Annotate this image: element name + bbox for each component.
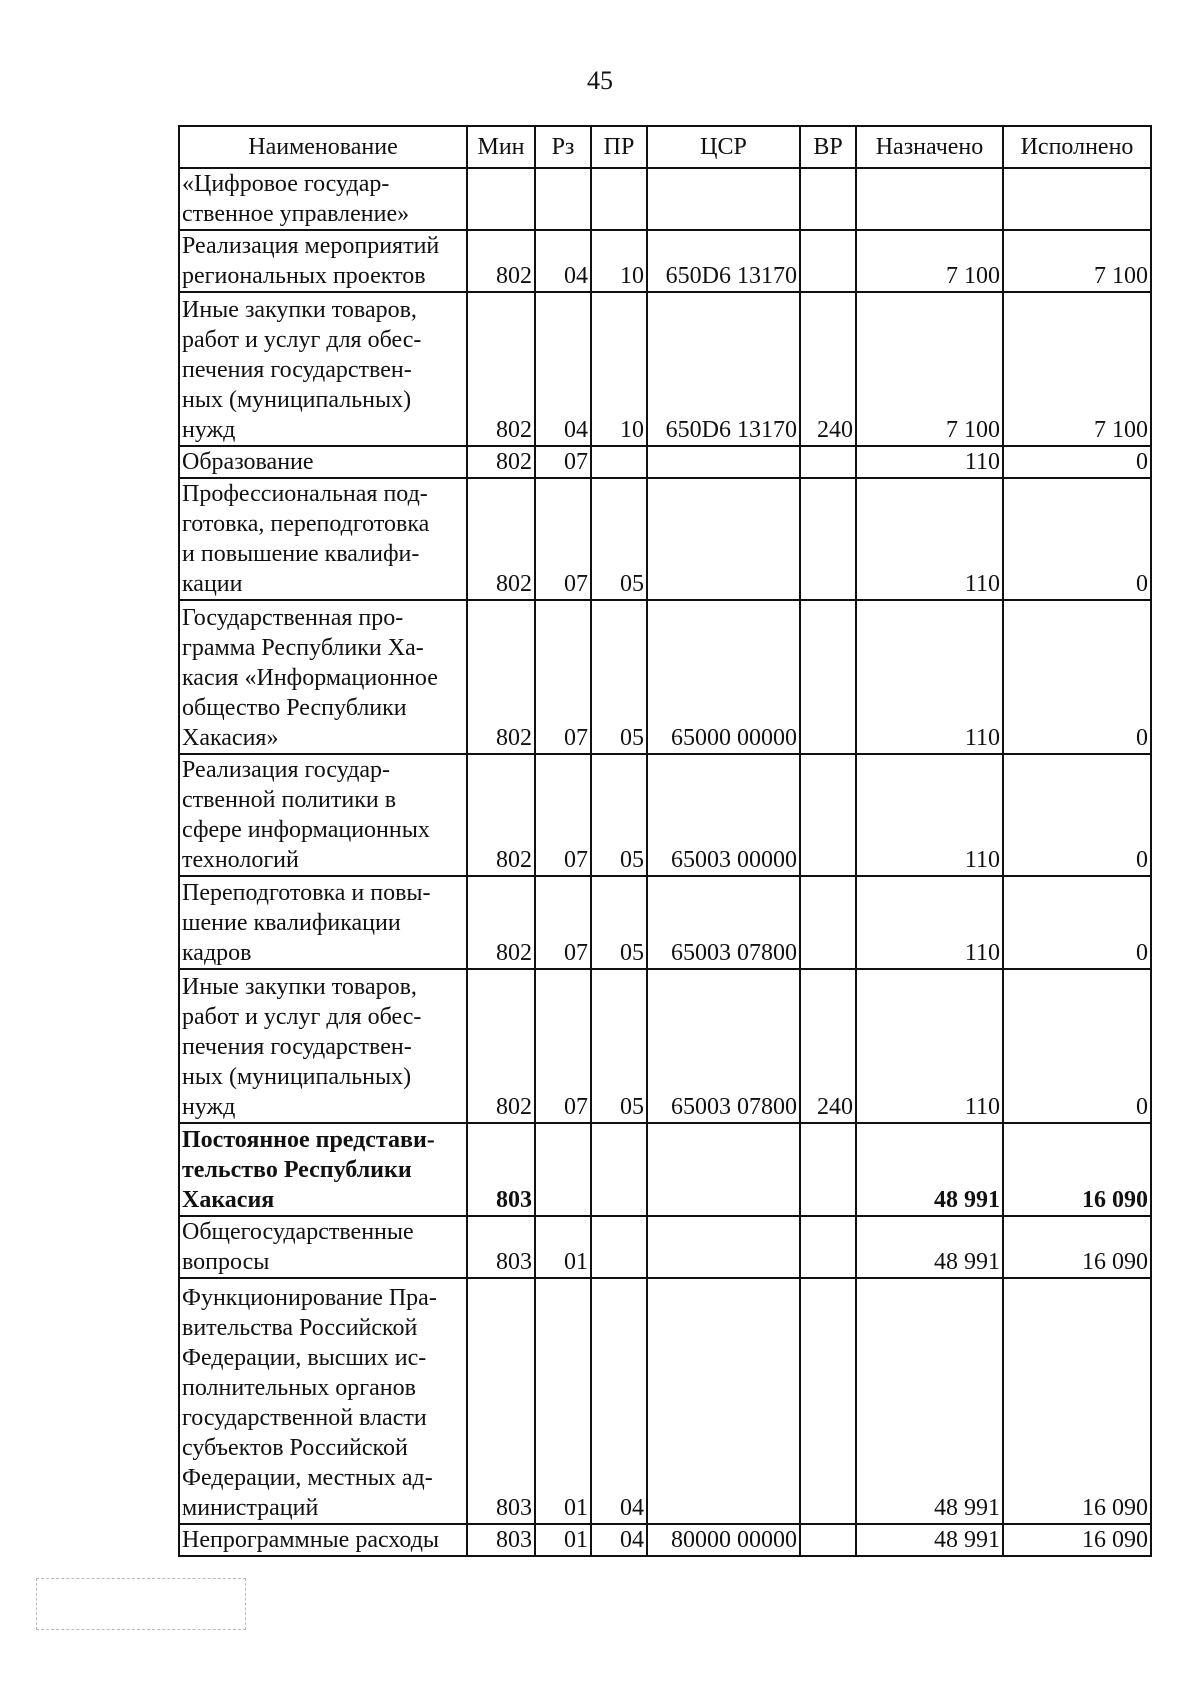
- cell-vr: [800, 1278, 856, 1524]
- cell-csr: 650D6 13170: [647, 230, 800, 292]
- cell-name: Иные закупки товаров, работ и услуг для обес- печения государствен- ных (муниципальных) нужд: [179, 292, 467, 446]
- cell-vr: [800, 478, 856, 600]
- cell-rz: 01: [535, 1216, 591, 1278]
- cell-rz: 07: [535, 969, 591, 1123]
- cell-vr: [800, 1123, 856, 1216]
- cell-rz: 07: [535, 876, 591, 969]
- cell-min: 802: [467, 876, 535, 969]
- cell-rz: [535, 168, 591, 230]
- table-row: [179, 1216, 1151, 1278]
- cell-name: Общегосударственные вопросы: [179, 1216, 467, 1278]
- cell-assigned: 110: [856, 754, 1003, 876]
- cell-name: Образование: [179, 446, 467, 478]
- cell-vr: [800, 230, 856, 292]
- stamp-watermark: [36, 1578, 246, 1630]
- cell-assigned: 48 991: [856, 1278, 1003, 1524]
- cell-executed: [1003, 168, 1151, 230]
- table-row: [179, 230, 1151, 292]
- cell-pr: 05: [591, 754, 647, 876]
- cell-assigned: 48 991: [856, 1123, 1003, 1216]
- cell-csr: [647, 168, 800, 230]
- cell-pr: 05: [591, 969, 647, 1123]
- cell-name: Функционирование Пра- вительства Российской Федерации, высших ис- полнительных органов государственной власти субъектов Российской Федерации, местных ад- министраций: [179, 1278, 467, 1524]
- cell-name: Профессиональная под- готовка, переподготовка и повышение квалифи- кации: [179, 478, 467, 600]
- cell-name: Постоянное представи- тельство Республики Хакасия: [179, 1123, 467, 1216]
- cell-executed: 16 090: [1003, 1123, 1151, 1216]
- cell-name: Переподготовка и повы- шение квалификации кадров: [179, 876, 467, 969]
- header-min: Мин: [467, 126, 535, 168]
- cell-executed: 7 100: [1003, 292, 1151, 446]
- cell-executed: 0: [1003, 446, 1151, 478]
- cell-pr: [591, 1123, 647, 1216]
- cell-rz: 01: [535, 1278, 591, 1524]
- cell-pr: 04: [591, 1524, 647, 1556]
- cell-vr: 240: [800, 292, 856, 446]
- cell-pr: 05: [591, 600, 647, 754]
- page-number: 45: [587, 66, 613, 95]
- cell-min: 803: [467, 1524, 535, 1556]
- cell-pr: [591, 1216, 647, 1278]
- table-row: [179, 876, 1151, 969]
- table-body: [179, 168, 1151, 1556]
- cell-rz: 07: [535, 754, 591, 876]
- table-row: [179, 1123, 1151, 1216]
- cell-csr: 65003 00000: [647, 754, 800, 876]
- table-row: [179, 1524, 1151, 1556]
- cell-name: Непрограммные расходы: [179, 1524, 467, 1556]
- cell-vr: [800, 1216, 856, 1278]
- header-pr: ПР: [591, 126, 647, 168]
- cell-pr: 04: [591, 1278, 647, 1524]
- cell-rz: 04: [535, 230, 591, 292]
- cell-assigned: [856, 168, 1003, 230]
- cell-rz: 07: [535, 478, 591, 600]
- cell-min: 803: [467, 1123, 535, 1216]
- table-row: [179, 1278, 1151, 1524]
- cell-vr: [800, 876, 856, 969]
- cell-name: Иные закупки товаров, работ и услуг для обес- печения государствен- ных (муниципальных) нужд: [179, 969, 467, 1123]
- cell-min: 802: [467, 600, 535, 754]
- table-row: [179, 292, 1151, 446]
- cell-name: «Цифровое государ- ственное управление»: [179, 168, 467, 230]
- cell-rz: 01: [535, 1524, 591, 1556]
- cell-rz: [535, 1123, 591, 1216]
- cell-pr: 10: [591, 292, 647, 446]
- table-header-row: [179, 126, 1151, 168]
- cell-vr: [800, 446, 856, 478]
- cell-executed: 16 090: [1003, 1278, 1151, 1524]
- cell-rz: 04: [535, 292, 591, 446]
- header-assigned: Назначено: [856, 126, 1003, 168]
- header-name: Наименование: [179, 126, 467, 168]
- cell-assigned: 7 100: [856, 292, 1003, 446]
- cell-csr: [647, 1123, 800, 1216]
- cell-csr: 65000 00000: [647, 600, 800, 754]
- cell-name: Реализация государ- ственной политики в сфере информационных технологий: [179, 754, 467, 876]
- cell-min: 803: [467, 1278, 535, 1524]
- cell-executed: 16 090: [1003, 1216, 1151, 1278]
- cell-executed: 0: [1003, 754, 1151, 876]
- header-vr: ВР: [800, 126, 856, 168]
- cell-min: [467, 168, 535, 230]
- cell-csr: [647, 478, 800, 600]
- cell-name: Государственная про- грамма Республики Ха- касия «Информационное общество Республики Хакасия»: [179, 600, 467, 754]
- cell-vr: [800, 1524, 856, 1556]
- cell-min: 802: [467, 292, 535, 446]
- cell-pr: 05: [591, 478, 647, 600]
- cell-csr: [647, 1278, 800, 1524]
- cell-min: 802: [467, 969, 535, 1123]
- table-row: [179, 478, 1151, 600]
- cell-executed: 7 100: [1003, 230, 1151, 292]
- cell-assigned: 7 100: [856, 230, 1003, 292]
- cell-pr: 05: [591, 876, 647, 969]
- cell-assigned: 48 991: [856, 1216, 1003, 1278]
- cell-vr: [800, 754, 856, 876]
- cell-pr: [591, 168, 647, 230]
- cell-csr: 650D6 13170: [647, 292, 800, 446]
- cell-name: Реализация мероприятий региональных проектов: [179, 230, 467, 292]
- table-row: [179, 754, 1151, 876]
- cell-csr: 65003 07800: [647, 876, 800, 969]
- cell-assigned: 110: [856, 478, 1003, 600]
- cell-rz: 07: [535, 446, 591, 478]
- cell-min: 802: [467, 446, 535, 478]
- cell-vr: 240: [800, 969, 856, 1123]
- cell-assigned: 110: [856, 600, 1003, 754]
- cell-pr: 10: [591, 230, 647, 292]
- cell-executed: 0: [1003, 876, 1151, 969]
- cell-vr: [800, 168, 856, 230]
- cell-min: 803: [467, 1216, 535, 1278]
- cell-executed: 0: [1003, 600, 1151, 754]
- cell-rz: 07: [535, 600, 591, 754]
- cell-assigned: 110: [856, 969, 1003, 1123]
- cell-min: 802: [467, 230, 535, 292]
- cell-assigned: 110: [856, 876, 1003, 969]
- cell-assigned: 48 991: [856, 1524, 1003, 1556]
- table-row: [179, 168, 1151, 230]
- cell-min: 802: [467, 478, 535, 600]
- table-row: [179, 600, 1151, 754]
- header-rz: Рз: [535, 126, 591, 168]
- cell-csr: 65003 07800: [647, 969, 800, 1123]
- header-executed: Исполнено: [1003, 126, 1151, 168]
- cell-csr: [647, 1216, 800, 1278]
- table-row: [179, 446, 1151, 478]
- cell-executed: 16 090: [1003, 1524, 1151, 1556]
- cell-executed: 0: [1003, 478, 1151, 600]
- cell-executed: 0: [1003, 969, 1151, 1123]
- cell-csr: [647, 446, 800, 478]
- cell-pr: [591, 446, 647, 478]
- header-csr: ЦСР: [647, 126, 800, 168]
- cell-csr: 80000 00000: [647, 1524, 800, 1556]
- cell-vr: [800, 600, 856, 754]
- table-row: [179, 969, 1151, 1123]
- cell-assigned: 110: [856, 446, 1003, 478]
- cell-min: 802: [467, 754, 535, 876]
- budget-table: [178, 125, 1152, 1557]
